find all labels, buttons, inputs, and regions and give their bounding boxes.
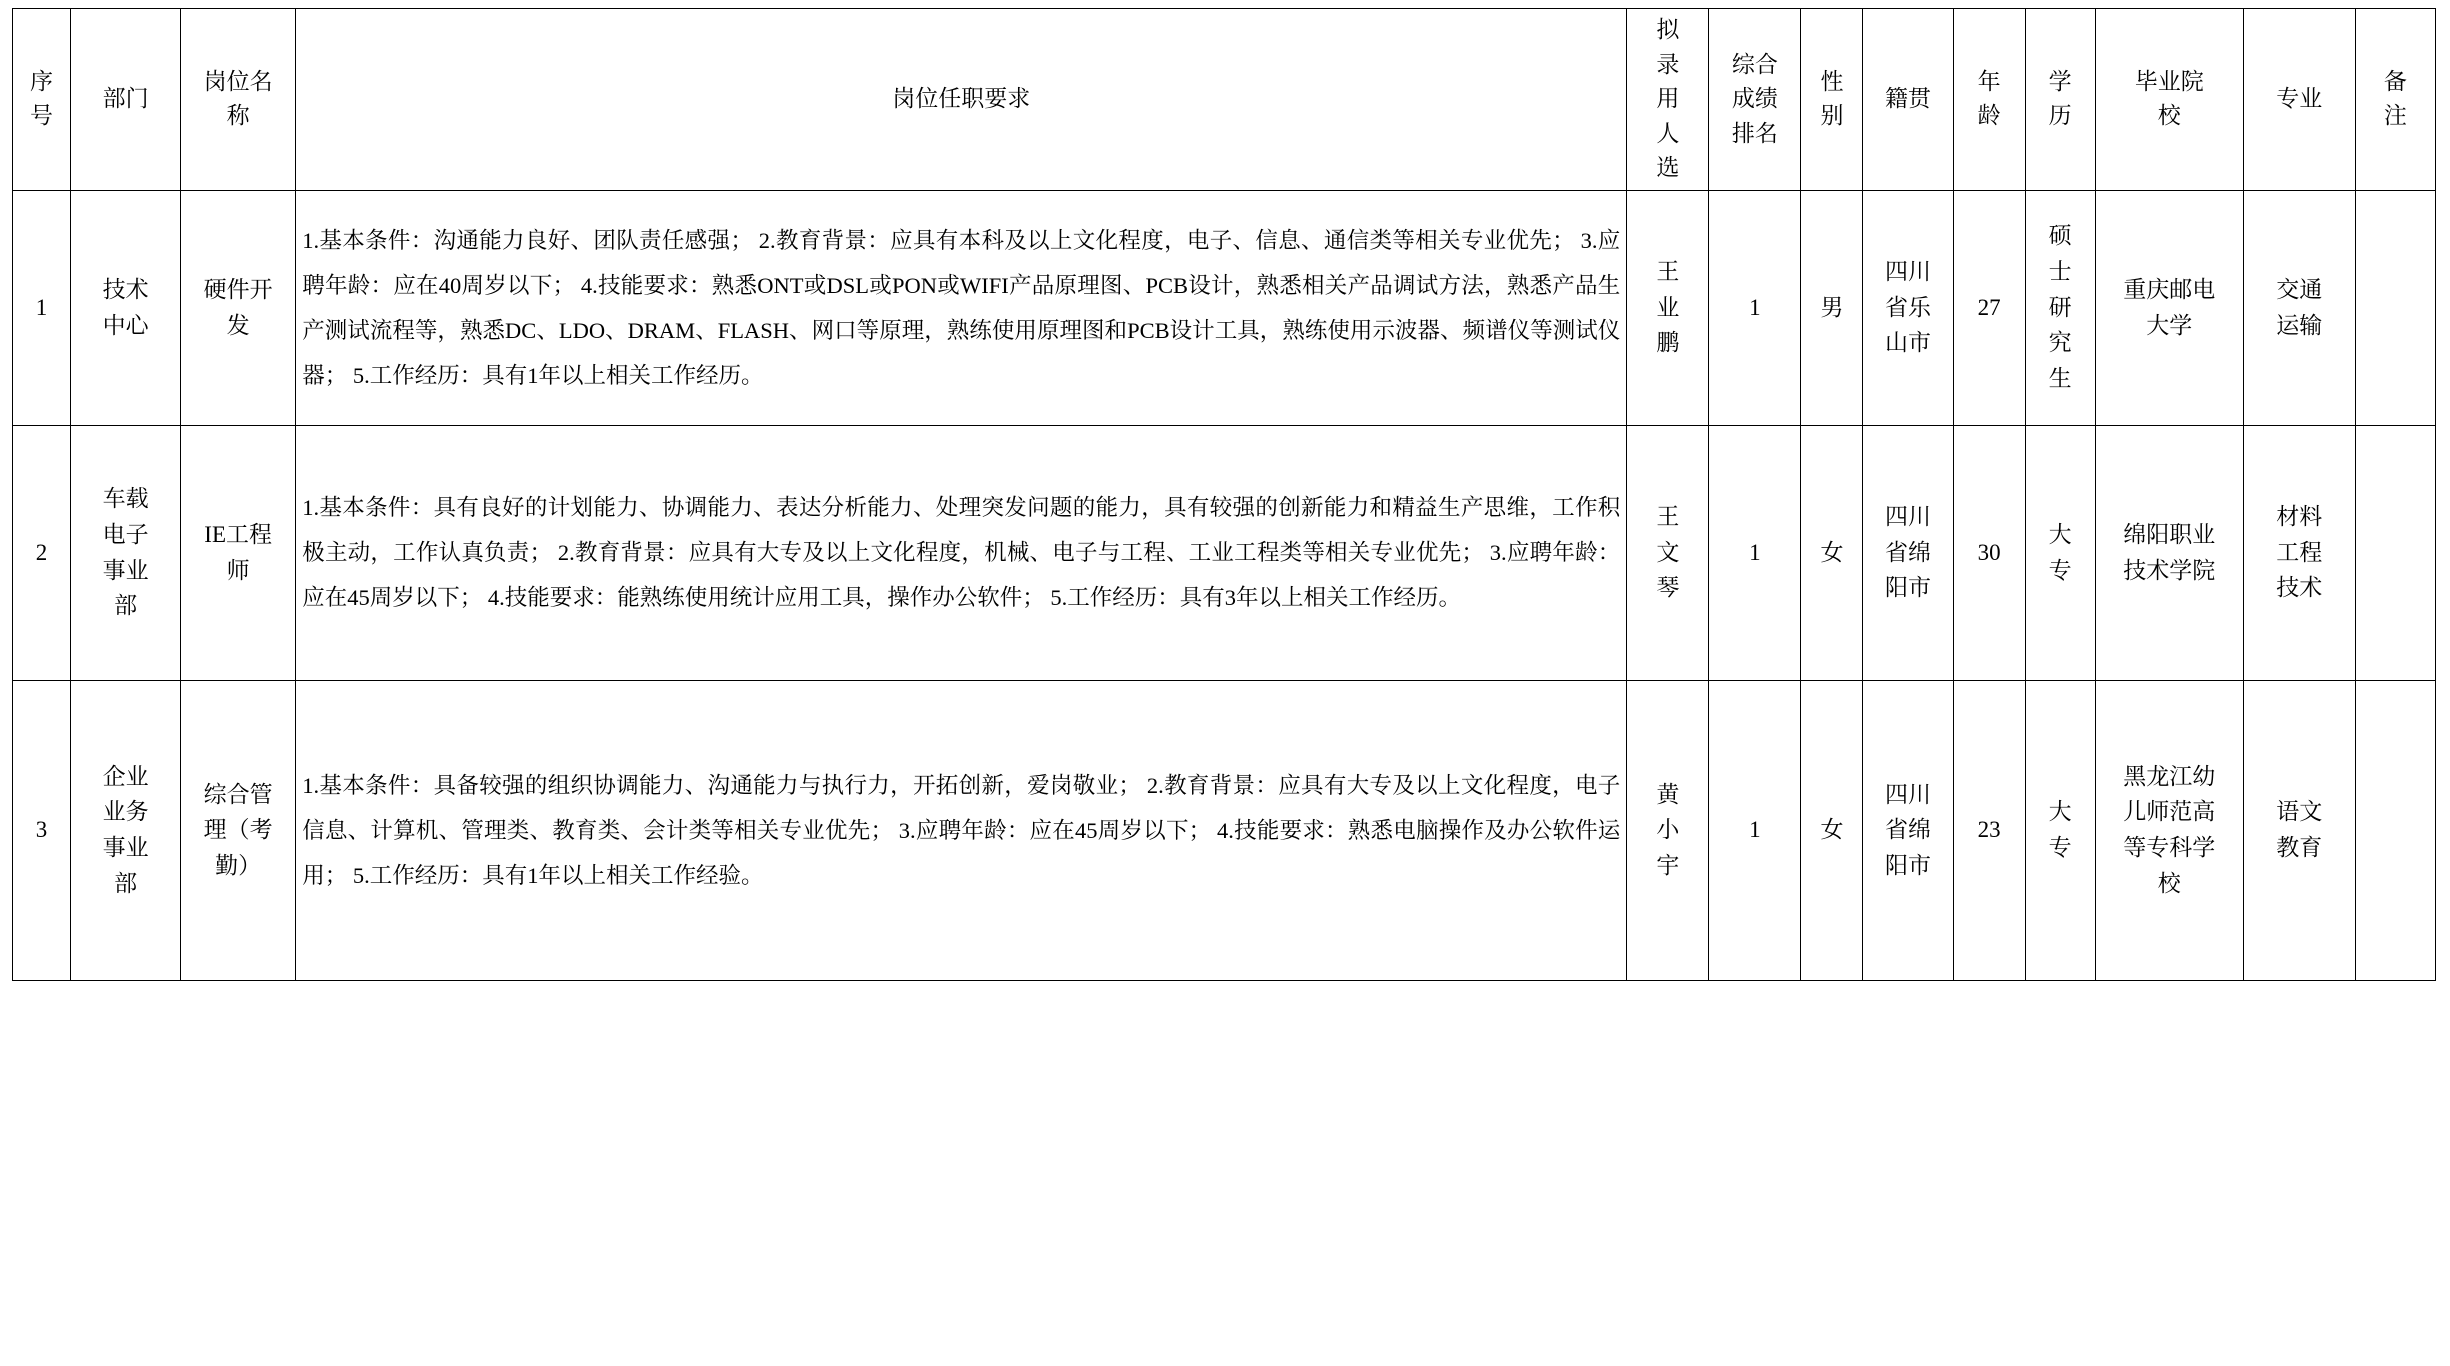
- recruitment-table: [12, 8, 2436, 981]
- cell-department: 技术中心: [71, 190, 181, 425]
- cell-seq: 1: [13, 190, 71, 425]
- cell-requirements: 1.基本条件：具有良好的计划能力、协调能力、表达分析能力、处理突发问题的能力，具有较强的创新能力和精益生产思维，工作积极主动，工作认真负责； 2.教育背景：应具有大专及以上文化程度，机械、电子与工程、工业工程类等相关专业优先； 3.应聘年龄：应在45周岁以下； 4.技能要求：能熟练使用统计应用工具，操作办公软件； 5.工作经历：具有3年以上相关工作经历。: [296, 425, 1627, 680]
- cell-score-rank: 1: [1709, 425, 1801, 680]
- cell-native-place: 四川省绵阳市: [1863, 425, 1953, 680]
- cell-position-name: IE工程师: [181, 425, 296, 680]
- cell-age: 23: [1953, 680, 2025, 980]
- cell-native-place: 四川省乐山市: [1863, 190, 1953, 425]
- cell-candidate: 王文琴: [1627, 425, 1709, 680]
- table-header-row: [13, 9, 2436, 191]
- cell-age: 27: [1953, 190, 2025, 425]
- header-major: 专业: [2243, 9, 2355, 191]
- header-age: 年龄: [1953, 9, 2025, 191]
- cell-department: 车载电子事业部: [71, 425, 181, 680]
- cell-remark: [2355, 190, 2435, 425]
- cell-candidate: 王业鹏: [1627, 190, 1709, 425]
- cell-department: 企业业务事业部: [71, 680, 181, 980]
- cell-education: 硕士研究生: [2025, 190, 2095, 425]
- cell-school: 绵阳职业技术学院: [2095, 425, 2243, 680]
- cell-school: 重庆邮电大学: [2095, 190, 2243, 425]
- cell-requirements: 1.基本条件：沟通能力良好、团队责任感强； 2.教育背景：应具有本科及以上文化程度，电子、信息、通信类等相关专业优先； 3.应聘年龄：应在40周岁以下； 4.技能要求：熟悉ONT或DSL或PON或WIFI产品原理图、PCB设计，熟悉相关产品调试方法，熟悉产品生产测试流程等，熟悉DC、LDO、DRAM、FLASH、网口等原理，熟练使用原理图和PCB设计工具，熟练使用示波器、频谱仪等测试仪器； 5.工作经历：具有1年以上相关工作经历。: [296, 190, 1627, 425]
- header-remark: 备注: [2355, 9, 2435, 191]
- cell-age: 30: [1953, 425, 2025, 680]
- header-native-place: 籍贯: [1863, 9, 1953, 191]
- header-gender: 性别: [1801, 9, 1863, 191]
- header-candidate: 拟录用人选: [1627, 9, 1709, 191]
- table-row: [13, 425, 2436, 680]
- cell-education: 大专: [2025, 680, 2095, 980]
- cell-remark: [2355, 680, 2435, 980]
- cell-candidate: 黄小宇: [1627, 680, 1709, 980]
- cell-major: 语文教育: [2243, 680, 2355, 980]
- cell-remark: [2355, 425, 2435, 680]
- cell-gender: 女: [1801, 680, 1863, 980]
- cell-requirements: 1.基本条件：具备较强的组织协调能力、沟通能力与执行力，开拓创新，爱岗敬业； 2.教育背景：应具有大专及以上文化程度，电子信息、计算机、管理类、教育类、会计类等相关专业优先； 3.应聘年龄：应在45周岁以下； 4.技能要求：熟悉电脑操作及办公软件运用； 5.工作经历：具有1年以上相关工作经验。: [296, 680, 1627, 980]
- header-requirements: 岗位任职要求: [296, 9, 1627, 191]
- cell-position-name: 硬件开发: [181, 190, 296, 425]
- table-row: [13, 190, 2436, 425]
- table-row: [13, 680, 2436, 980]
- cell-major: 交通运输: [2243, 190, 2355, 425]
- cell-score-rank: 1: [1709, 190, 1801, 425]
- cell-gender: 男: [1801, 190, 1863, 425]
- header-department: 部门: [71, 9, 181, 191]
- cell-gender: 女: [1801, 425, 1863, 680]
- cell-major: 材料工程技术: [2243, 425, 2355, 680]
- cell-native-place: 四川省绵阳市: [1863, 680, 1953, 980]
- cell-education: 大专: [2025, 425, 2095, 680]
- header-position-name: 岗位名称: [181, 9, 296, 191]
- header-seq: 序号: [13, 9, 71, 191]
- cell-school: 黑龙江幼儿师范高等专科学校: [2095, 680, 2243, 980]
- header-school: 毕业院校: [2095, 9, 2243, 191]
- cell-score-rank: 1: [1709, 680, 1801, 980]
- header-education: 学历: [2025, 9, 2095, 191]
- cell-seq: 2: [13, 425, 71, 680]
- cell-seq: 3: [13, 680, 71, 980]
- cell-position-name: 综合管理（考勤）: [181, 680, 296, 980]
- header-score-rank: 综合成绩排名: [1709, 9, 1801, 191]
